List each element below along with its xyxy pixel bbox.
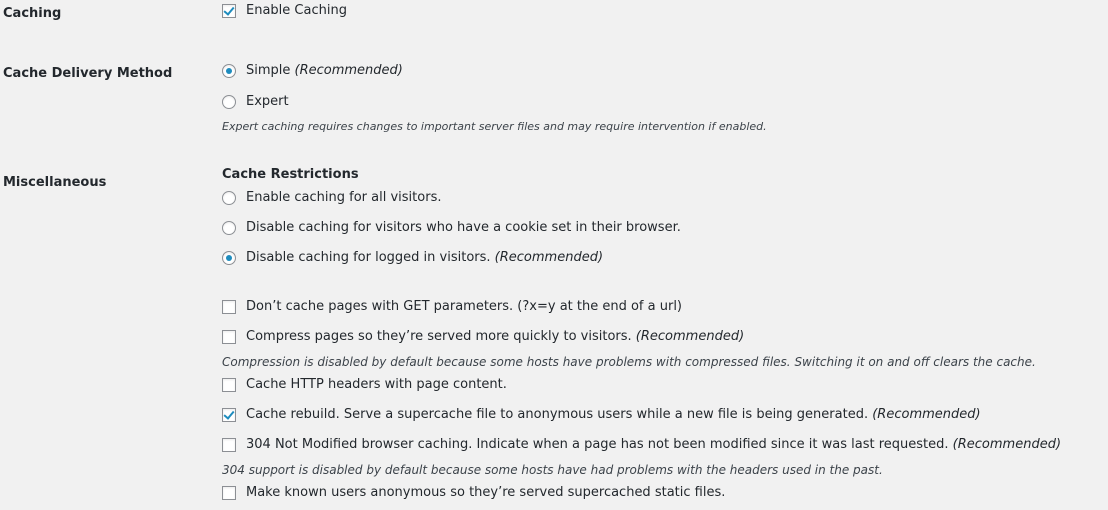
rebuild-recommended: (Recommended) <box>872 407 981 422</box>
anonymous-option[interactable] <box>222 485 725 500</box>
rebuild-label: Cache rebuild. Serve a supercache file to anonymous users while a new file is being generated. <box>246 407 869 422</box>
rebuild-option[interactable] <box>222 407 981 422</box>
anonymous-checkbox[interactable] <box>222 486 236 500</box>
enable-caching-option[interactable] <box>222 3 347 18</box>
delivery-expert-option[interactable] <box>222 94 289 109</box>
compress-checkbox[interactable] <box>222 330 236 344</box>
not-modified-checkbox[interactable] <box>222 438 236 452</box>
enable-caching-label: Enable Caching <box>246 3 347 18</box>
compress-label: Compress pages so they’re served more quickly to visitors. <box>246 329 632 344</box>
not-modified-option[interactable] <box>222 437 1061 452</box>
enable-caching-checkbox[interactable] <box>222 4 236 18</box>
get-params-option[interactable] <box>222 299 682 314</box>
delivery-expert-radio[interactable] <box>222 95 236 109</box>
caching-heading: Caching <box>3 6 62 21</box>
restriction-cookie-radio[interactable] <box>222 221 236 235</box>
delivery-heading: Cache Delivery Method <box>3 66 173 81</box>
not-modified-note: 304 support is disabled by default because some hosts have had problems with the headers used in the past. <box>222 463 883 477</box>
restriction-cookie-option[interactable] <box>222 220 681 235</box>
restrictions-heading: Cache Restrictions <box>222 167 359 182</box>
restriction-logged-in-recommended: (Recommended) <box>494 250 604 265</box>
http-headers-option[interactable] <box>222 377 507 392</box>
get-params-label: Don’t cache pages with GET parameters. (?x=y at the end of a url) <box>246 299 683 314</box>
delivery-simple-label: Simple <box>246 63 291 78</box>
delivery-simple-option[interactable] <box>222 63 403 78</box>
restriction-all-visitors-label: Enable caching for all visitors. <box>246 190 442 205</box>
compress-note: Compression is disabled by default because some hosts have problems with compressed files. Switching it on and off clears the cache. <box>222 355 1036 369</box>
not-modified-label: 304 Not Modified browser caching. Indicate when a page has not been modified since it was last requested. <box>246 437 949 452</box>
http-headers-label: Cache HTTP headers with page content. <box>246 377 507 392</box>
restriction-logged-in-radio[interactable] <box>222 251 236 265</box>
anonymous-label: Make known users anonymous so they’re served supercached static files. <box>246 485 726 500</box>
restriction-all-visitors-option[interactable] <box>222 190 441 205</box>
rebuild-checkbox[interactable] <box>222 408 236 422</box>
restriction-logged-in-option[interactable] <box>222 250 603 265</box>
misc-heading: Miscellaneous <box>3 175 107 190</box>
not-modified-recommended: (Recommended) <box>952 437 1062 452</box>
compress-option[interactable] <box>222 329 744 344</box>
delivery-simple-recommended: (Recommended) <box>294 63 403 78</box>
restriction-all-visitors-radio[interactable] <box>222 191 236 205</box>
compress-recommended: (Recommended) <box>635 329 745 344</box>
get-params-checkbox[interactable] <box>222 300 236 314</box>
http-headers-checkbox[interactable] <box>222 378 236 392</box>
delivery-note: Expert caching requires changes to important server files and may require intervention if enabled. <box>222 120 767 133</box>
delivery-simple-radio[interactable] <box>222 64 236 78</box>
delivery-expert-label: Expert <box>246 94 289 109</box>
restriction-logged-in-label: Disable caching for logged in visitors. <box>246 250 491 265</box>
restriction-cookie-label: Disable caching for visitors who have a cookie set in their browser. <box>246 220 681 235</box>
